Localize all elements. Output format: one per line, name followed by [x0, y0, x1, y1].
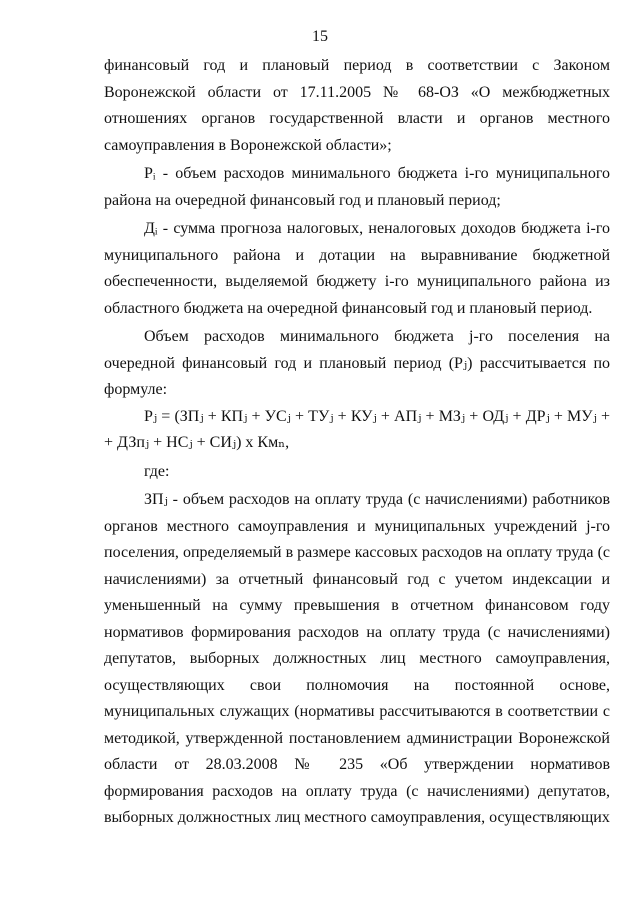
paragraph-pi-definition: Pᵢ - объем расходов минимального бюджета i-го муниципального района на очередной финансовый год и плановый период;	[104, 165, 610, 209]
paragraph-where: где:	[144, 462, 170, 480]
formula: Pⱼ = (ЗПⱼ + КПⱼ + УСⱼ + ТУⱼ + КУⱼ + АПⱼ + МЗⱼ + ОДⱼ + ДРⱼ + МУⱼ + + ДЗпⱼ + НСⱼ + СИⱼ) х Кмₙ,	[104, 407, 610, 451]
page-number: 15	[312, 28, 328, 45]
paragraph-di-definition: Дᵢ - сумма прогноза налоговых, неналоговых доходов бюджета i-го муниципального района и дотации на выравнивание бюджетной обеспеченности, выделяемой бюджету i-го муниципального района из областного бюджета на очередной финансовый год и плановый период.	[104, 220, 610, 317]
paragraph-law-reference: финансовый год и плановый период в соответствии с Законом Воронежской области от 17.11.2005 № 68-ОЗ «О межбюджетных отношениях органов государственной власти и органов местного самоуправления в Воронежской области»;	[104, 57, 610, 154]
document-body	[104, 53, 610, 832]
paragraph-zp-definition: ЗПⱼ - объем расходов на оплату труда (с начислениями) работников органов местного самоуправления и муниципальных учреждений j-го поселения, определяемый в размере кассовых расходов на оплату труда (с начислениями) за отчетный финансовый год с учетом индексации и уменьшенный на сумму превышения в отчетном финансовом году нормативов формирования расходов на оплату труда (с начислениями) депутатов, выборных должностных лиц местного самоуправления, осуществляющих свои полномочия на постоянной основе, муниципальных служащих (нормативы рассчитываются в соответствии с методикой, утвержденной постановлением администрации Воронежской области от 28.03.2008 № 235 «Об утверждении нормативов формирования расходов на оплату труда (с начислениями) депутатов, выборных должностных лиц местного самоуправления, осуществляющих	[104, 491, 610, 826]
paragraph-settlement-volume: Объем расходов минимального бюджета j-го поселения на очередной финансовый год и плановый период (Pⱼ) рассчитывается по формуле:	[104, 328, 610, 398]
